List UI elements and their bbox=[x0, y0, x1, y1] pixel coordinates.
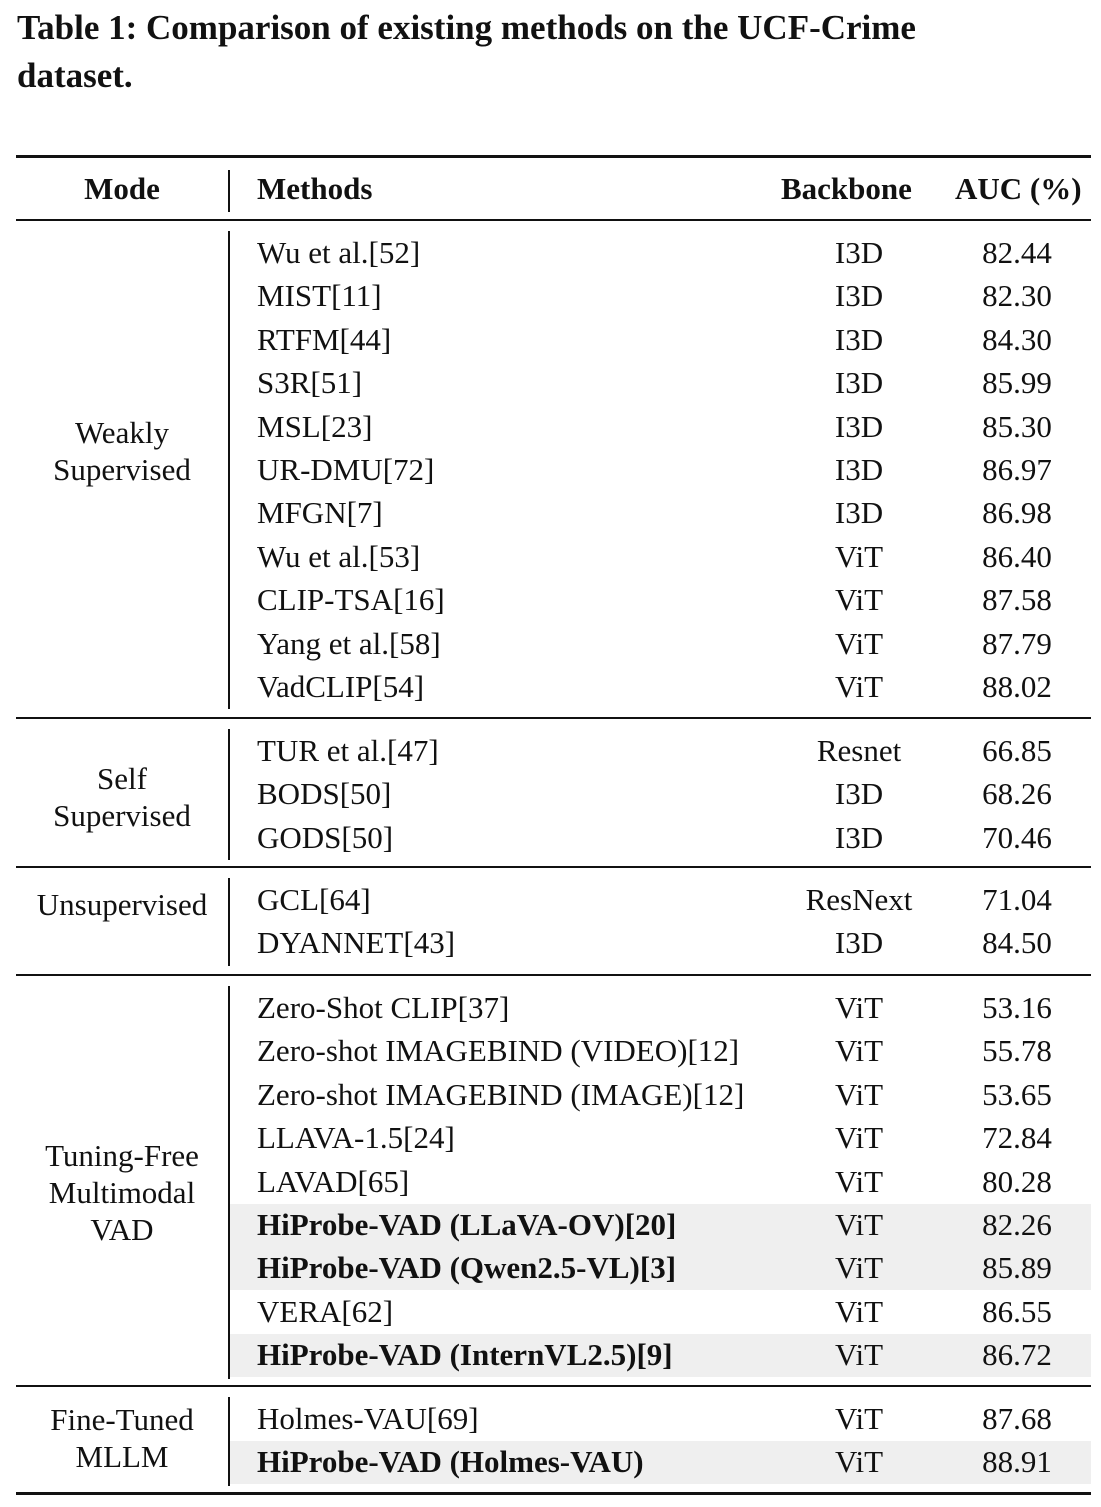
method-cell: Wu et al.[52] bbox=[257, 235, 421, 270]
mode-label bbox=[16, 1401, 228, 1475]
method-cell: GODS[50] bbox=[257, 819, 394, 855]
bottom-rule bbox=[16, 1492, 1091, 1495]
table-row bbox=[0, 986, 1101, 1029]
table-row bbox=[0, 921, 1101, 964]
header-divider bbox=[228, 170, 230, 212]
mode-label bbox=[16, 414, 228, 488]
backbone-cell: ViT bbox=[834, 625, 884, 661]
backbone-cell: I3D bbox=[834, 452, 884, 487]
method-cell: Zero-shot IMAGEBIND (IMAGE)[12] bbox=[257, 1076, 745, 1112]
table-row bbox=[0, 622, 1101, 665]
backbone-cell: I3D bbox=[834, 365, 884, 401]
auc-cell: 53.16 bbox=[982, 990, 1052, 1025]
backbone-cell: Resnet bbox=[816, 733, 902, 768]
method-cell: HiProbe-VAD (LLaVA-OV)[20] bbox=[257, 1207, 677, 1242]
backbone-cell: I3D bbox=[834, 925, 884, 961]
auc-cell: 86.72 bbox=[982, 1337, 1052, 1373]
auc-cell: 80.28 bbox=[982, 1163, 1052, 1199]
backbone-cell: ViT bbox=[834, 990, 884, 1025]
method-cell: Yang et al.[58] bbox=[257, 625, 441, 661]
backbone-cell: ViT bbox=[834, 1207, 884, 1242]
auc-cell: 86.98 bbox=[982, 495, 1052, 531]
backbone-cell: ViT bbox=[834, 1120, 884, 1156]
auc-cell: 72.84 bbox=[982, 1120, 1052, 1156]
mode-label-line: Multimodal bbox=[48, 1175, 196, 1210]
mode-label bbox=[16, 760, 228, 834]
backbone-cell: ViT bbox=[834, 1163, 884, 1199]
method-cell: RTFM[44] bbox=[257, 321, 392, 357]
backbone-cell: ViT bbox=[834, 1444, 884, 1480]
header-rule bbox=[16, 219, 1091, 221]
auc-cell: 66.85 bbox=[982, 733, 1052, 768]
mode-label bbox=[16, 886, 228, 923]
method-cell: CLIP-TSA[16] bbox=[257, 582, 445, 618]
auc-cell: 84.30 bbox=[982, 321, 1052, 357]
group-separator-rule bbox=[16, 866, 1091, 868]
backbone-cell: ViT bbox=[834, 1033, 884, 1069]
backbone-cell: ViT bbox=[834, 538, 884, 574]
mode-label-line: Fine-Tuned bbox=[50, 1402, 194, 1437]
method-cell: VadCLIP[54] bbox=[257, 669, 425, 704]
top-rule bbox=[16, 155, 1091, 158]
header-backbone: Backbone bbox=[781, 171, 912, 206]
group-separator-rule bbox=[16, 717, 1091, 719]
method-cell: MIST[11] bbox=[257, 278, 382, 314]
auc-cell: 86.40 bbox=[982, 538, 1052, 574]
method-cell: GCL[64] bbox=[257, 882, 371, 917]
mode-label-line: Weakly bbox=[75, 415, 169, 450]
auc-cell: 70.46 bbox=[982, 819, 1052, 855]
backbone-cell: I3D bbox=[834, 278, 884, 314]
method-cell: DYANNET[43] bbox=[257, 925, 456, 961]
table-row bbox=[0, 1290, 1101, 1333]
method-cell: BODS[50] bbox=[257, 776, 392, 812]
mode-label-line: Supervised bbox=[53, 798, 191, 833]
table-caption bbox=[17, 4, 1092, 100]
auc-cell: 86.97 bbox=[982, 452, 1052, 487]
group-separator-rule bbox=[16, 974, 1091, 976]
table-row bbox=[0, 231, 1101, 274]
backbone-cell: I3D bbox=[834, 235, 884, 270]
group-separator-rule bbox=[16, 1385, 1091, 1387]
backbone-cell: ViT bbox=[834, 1293, 884, 1329]
auc-cell: 87.68 bbox=[982, 1401, 1052, 1436]
method-cell: Holmes-VAU[69] bbox=[257, 1401, 479, 1436]
backbone-cell: ViT bbox=[834, 1250, 884, 1286]
caption-line-1: Table 1: Comparison of existing methods on the UCF-Crime bbox=[17, 8, 916, 47]
header-auc: AUC (%) bbox=[955, 171, 1082, 206]
backbone-cell: ViT bbox=[834, 582, 884, 618]
header-mode: Mode bbox=[84, 171, 160, 206]
method-cell: VERA[62] bbox=[257, 1293, 394, 1329]
table-row bbox=[0, 361, 1101, 404]
table-row bbox=[0, 318, 1101, 361]
method-cell: HiProbe-VAD (Holmes-VAU) bbox=[257, 1444, 644, 1480]
auc-cell: 84.50 bbox=[982, 925, 1052, 961]
method-cell: UR-DMU[72] bbox=[257, 452, 435, 487]
auc-cell: 88.02 bbox=[982, 669, 1052, 704]
mode-label-line: Self bbox=[97, 761, 147, 796]
auc-cell: 87.58 bbox=[982, 582, 1052, 618]
backbone-cell: ViT bbox=[834, 669, 884, 704]
auc-cell: 71.04 bbox=[982, 882, 1052, 917]
mode-label-line: MLLM bbox=[75, 1439, 169, 1474]
table-row bbox=[0, 274, 1101, 317]
backbone-cell: ViT bbox=[834, 1337, 884, 1373]
backbone-cell: I3D bbox=[834, 819, 884, 855]
caption-line-2: dataset. bbox=[17, 56, 133, 95]
mode-label-line: Tuning-Free bbox=[45, 1138, 199, 1173]
auc-cell: 85.89 bbox=[982, 1250, 1052, 1286]
table-row bbox=[0, 1073, 1101, 1116]
table-row bbox=[0, 1246, 1101, 1289]
mode-label-line: Supervised bbox=[53, 452, 191, 487]
auc-cell: 88.91 bbox=[982, 1444, 1052, 1480]
method-cell: HiProbe-VAD (InternVL2.5)[9] bbox=[257, 1337, 673, 1373]
mode-label bbox=[16, 1137, 228, 1248]
table-row bbox=[0, 578, 1101, 621]
backbone-cell: I3D bbox=[834, 776, 884, 812]
mode-label-line: VAD bbox=[90, 1212, 154, 1247]
backbone-cell: ViT bbox=[834, 1076, 884, 1112]
method-cell: MSL[23] bbox=[257, 408, 373, 444]
method-cell: Zero-shot IMAGEBIND (VIDEO)[12] bbox=[257, 1033, 740, 1069]
method-cell: MFGN[7] bbox=[257, 495, 383, 531]
backbone-cell: I3D bbox=[834, 408, 884, 444]
mode-label-line: Unsupervised bbox=[36, 887, 208, 922]
method-cell: S3R[51] bbox=[257, 365, 363, 401]
header-methods: Methods bbox=[257, 171, 373, 206]
backbone-cell: ViT bbox=[834, 1401, 884, 1436]
table-row bbox=[0, 665, 1101, 708]
auc-cell: 85.30 bbox=[982, 408, 1052, 444]
method-cell: Wu et al.[53] bbox=[257, 538, 421, 574]
auc-cell: 86.55 bbox=[982, 1293, 1052, 1329]
auc-cell: 82.26 bbox=[982, 1207, 1052, 1242]
method-cell: HiProbe-VAD (Qwen2.5-VL)[3] bbox=[257, 1250, 677, 1286]
method-cell: LLAVA-1.5[24] bbox=[257, 1120, 455, 1156]
table-row bbox=[0, 1333, 1101, 1376]
auc-cell: 87.79 bbox=[982, 625, 1052, 661]
backbone-cell: ResNext bbox=[805, 882, 913, 917]
method-cell: TUR et al.[47] bbox=[257, 733, 439, 768]
backbone-cell: I3D bbox=[834, 495, 884, 531]
table-row bbox=[0, 1029, 1101, 1072]
auc-cell: 82.44 bbox=[982, 235, 1052, 270]
auc-cell: 68.26 bbox=[982, 776, 1052, 812]
auc-cell: 55.78 bbox=[982, 1033, 1052, 1069]
method-cell: Zero-Shot CLIP[37] bbox=[257, 990, 510, 1025]
backbone-cell: I3D bbox=[834, 321, 884, 357]
auc-cell: 82.30 bbox=[982, 278, 1052, 314]
method-cell: LAVAD[65] bbox=[257, 1163, 410, 1199]
auc-cell: 53.65 bbox=[982, 1076, 1052, 1112]
table-row bbox=[0, 535, 1101, 578]
auc-cell: 85.99 bbox=[982, 365, 1052, 401]
table-row bbox=[0, 491, 1101, 534]
